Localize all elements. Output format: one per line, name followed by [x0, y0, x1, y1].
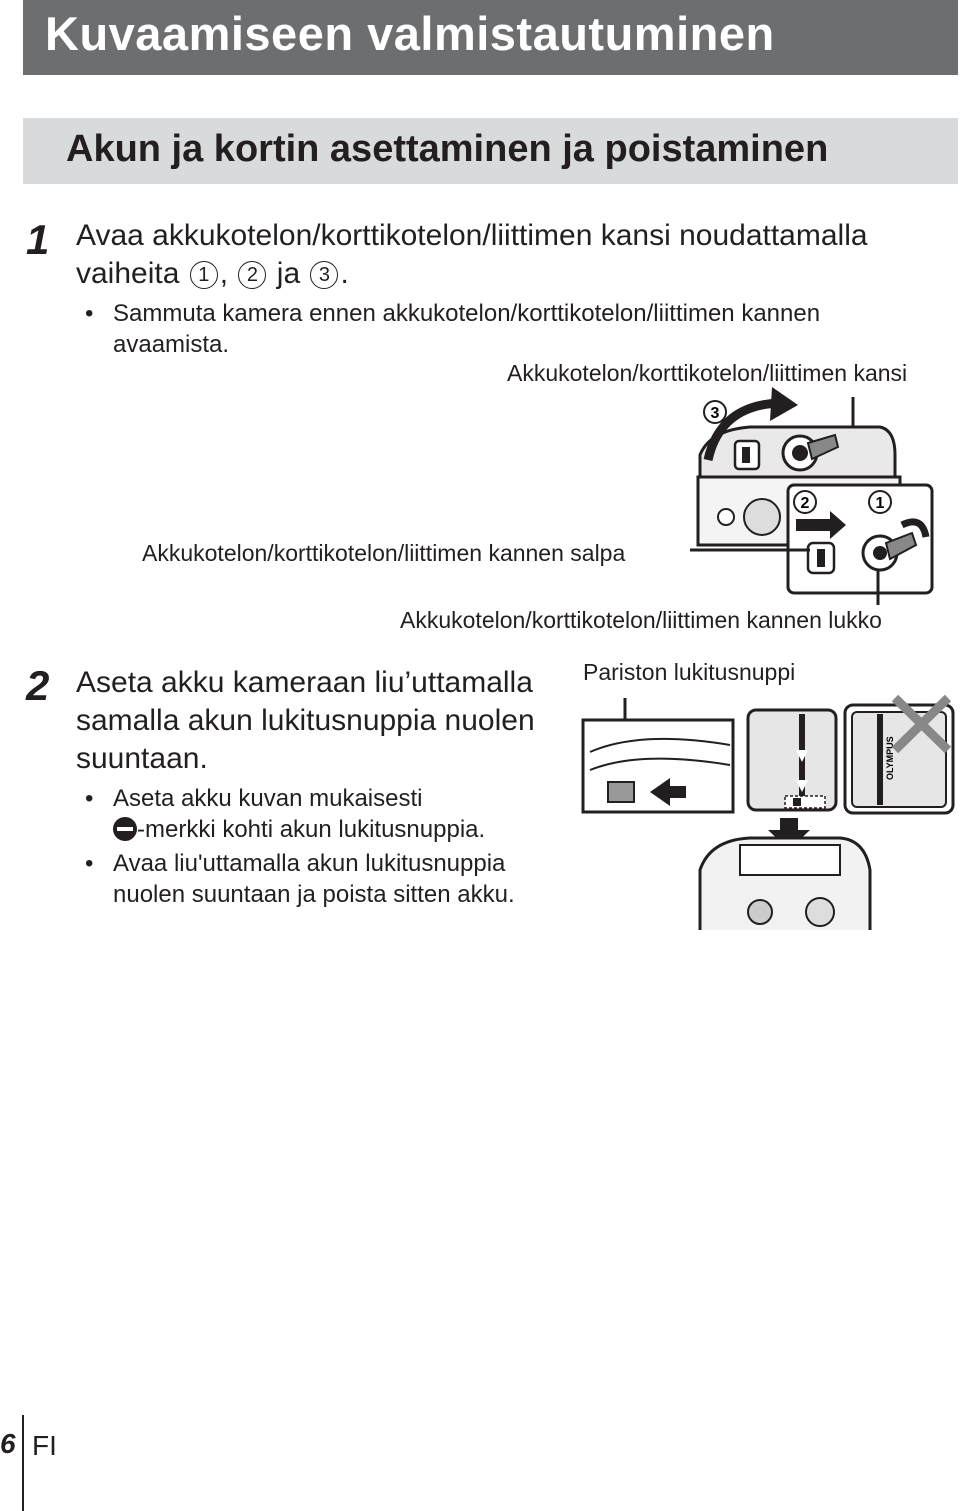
- step-1-line1: Avaa akkukotelon/korttikotelon/liittimen kansi noudattamalla: [76, 219, 868, 252]
- cover-label: Akkukotelon/korttikotelon/liittimen kansi: [507, 360, 908, 386]
- step-1-bullet: • Sammuta kamera ennen akkukotelon/korttikotelon/liittimen kannen avaamista.: [85, 300, 821, 358]
- chapter-title-bar: [23, 0, 958, 75]
- footer-divider: [22, 1415, 24, 1511]
- step-1-text: [76, 217, 946, 293]
- step-marker-3: 3: [310, 261, 338, 289]
- knob-label: Pariston lukitusnuppi: [583, 659, 796, 685]
- language-code: FI: [32, 1430, 57, 1461]
- step-marker-2: 2: [238, 261, 266, 289]
- battery-insert-illustration: [580, 690, 958, 930]
- step-2-text: Aseta akku kameraan liu’uttamalla samalla akun lukitusnuppia nuolen suuntaan.: [76, 666, 535, 775]
- page-number: 6: [0, 1428, 16, 1459]
- marker-2-text: 2: [800, 495, 810, 512]
- marker-1-text: 1: [875, 495, 885, 512]
- step-marker-1: 1: [190, 261, 218, 289]
- battery-brand-text: OLYMPUS: [885, 736, 895, 780]
- step-2-bullet-2: • Avaa liu'uttamalla akun lukitusnuppia nuolen suuntaan ja poista sitten akku.: [85, 850, 515, 908]
- step-1-line2: vaiheita 1 , 2 ja 3 .: [76, 257, 349, 290]
- step-1-number: 1: [26, 216, 50, 263]
- marker-3-text: 3: [710, 405, 720, 422]
- section-title: Akun ja kortin asettaminen ja poistaminen: [66, 128, 829, 170]
- section-title-bar: [23, 118, 958, 184]
- camera-cover-illustration: [690, 385, 950, 605]
- lock-label: Akkukotelon/korttikotelon/liittimen kannen lukko: [400, 607, 882, 633]
- minus-mark-icon: [113, 817, 137, 841]
- chapter-title: Kuvaamiseen valmistautuminen: [45, 7, 775, 60]
- step-2-bullet-1: • Aseta akku kuvan mukaisesti -merkki kohti akun lukitusnuppia.: [85, 785, 486, 843]
- latch-label: Akkukotelon/korttikotelon/liittimen kannen salpa: [142, 540, 626, 566]
- step-2-number: 2: [26, 662, 50, 709]
